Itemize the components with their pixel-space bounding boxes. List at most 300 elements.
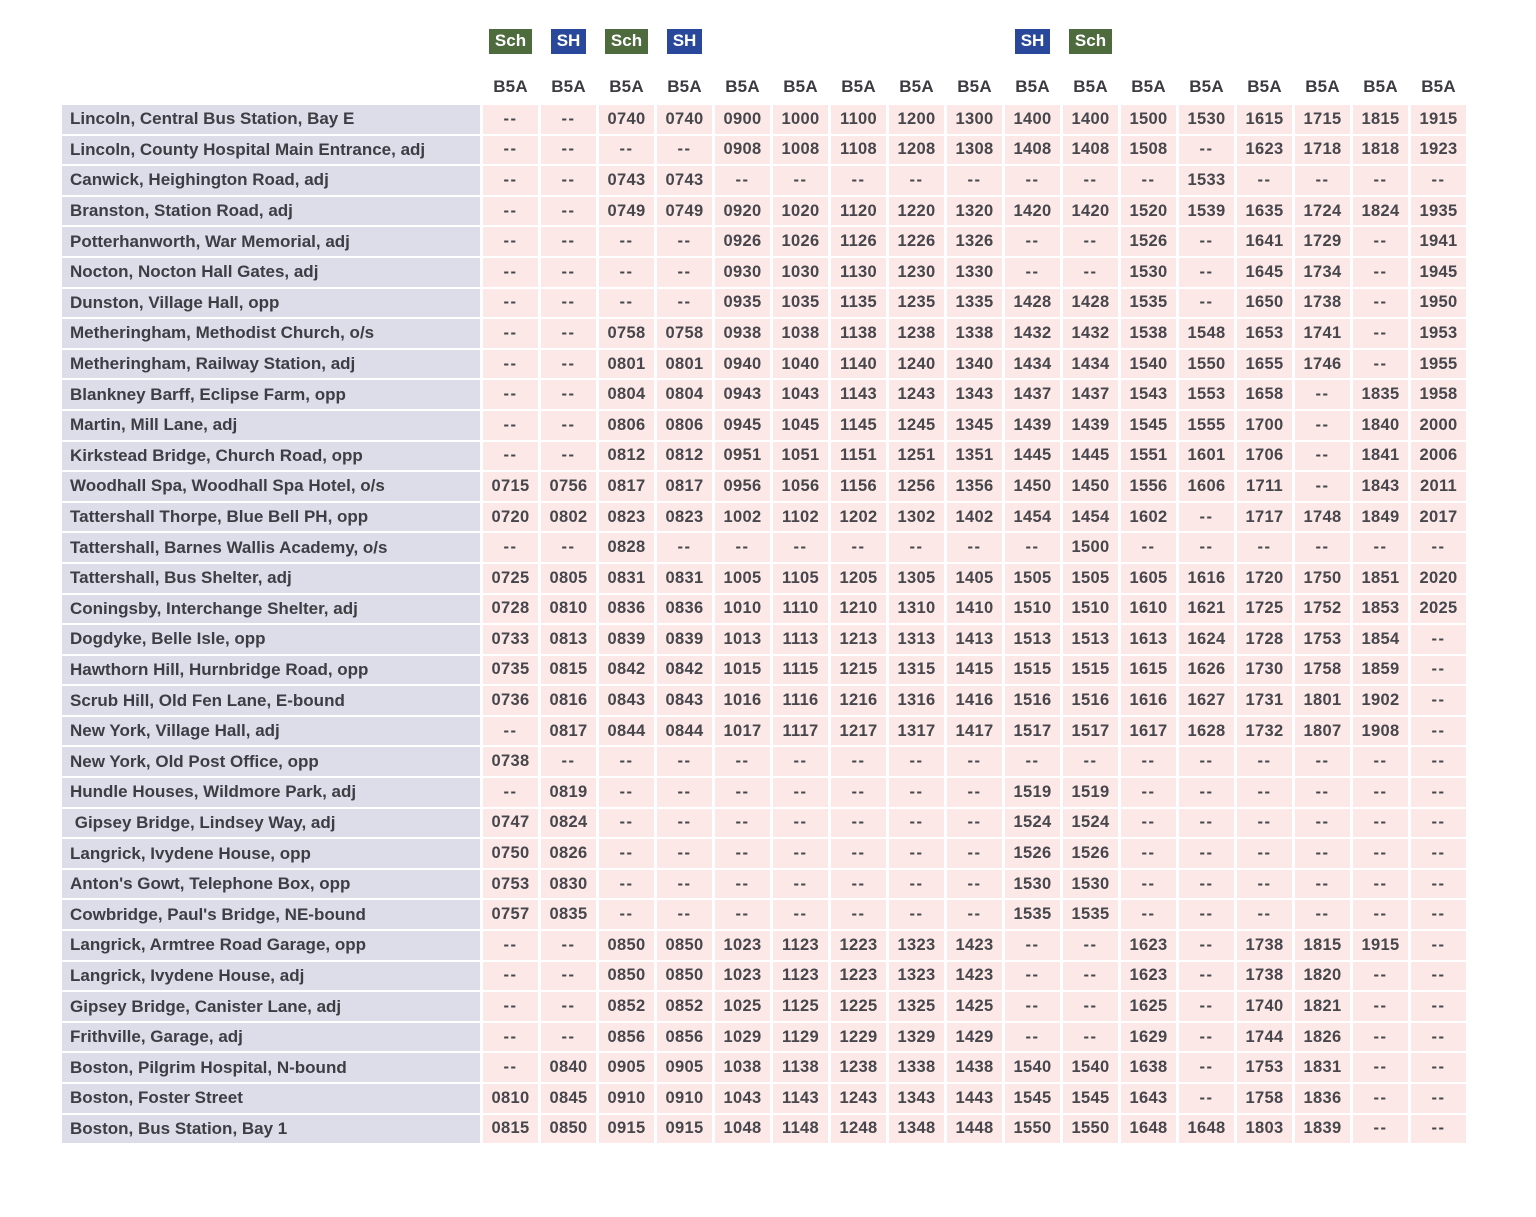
stop-name: Gipsey Bridge, Lindsey Way, adj [62, 809, 480, 838]
no-service-cell: -- [1179, 503, 1234, 532]
no-service-cell: -- [483, 227, 538, 256]
departure-time-cell: 1323 [889, 931, 944, 960]
departure-time-cell: 1428 [1005, 289, 1060, 318]
departure-time-cell: 1540 [1121, 350, 1176, 379]
no-service-cell: -- [773, 809, 828, 838]
stop-name: Dogdyke, Belle Isle, opp [62, 625, 480, 654]
note-badge-sch: Sch [605, 29, 648, 54]
note-badge-sh: SH [667, 29, 703, 54]
departure-time-cell: 0845 [541, 1084, 596, 1113]
departure-time-cell: 0743 [599, 166, 654, 195]
departure-time-cell: 1545 [1063, 1084, 1118, 1113]
departure-time-cell: 1108 [831, 136, 886, 165]
departure-time-cell: 1302 [889, 503, 944, 532]
stop-name: Boston, Bus Station, Bay 1 [62, 1115, 480, 1144]
no-service-cell: -- [541, 992, 596, 1021]
departure-time-cell: 1420 [1005, 197, 1060, 226]
departure-time-cell: 1717 [1237, 503, 1292, 532]
no-service-cell: -- [831, 839, 886, 868]
no-service-cell: -- [1411, 686, 1466, 715]
table-row [62, 442, 1466, 471]
departure-time-cell: 1443 [947, 1084, 1002, 1113]
departure-time-cell: 1223 [831, 931, 886, 960]
departure-time-cell: 1545 [1005, 1084, 1060, 1113]
service-code-cell: B5A [1121, 57, 1176, 103]
departure-time-cell: 1434 [1005, 350, 1060, 379]
departure-time-cell: 1626 [1179, 656, 1234, 685]
departure-time-cell: 0804 [657, 380, 712, 409]
table-row [62, 319, 1466, 348]
departure-time-cell: 1215 [831, 656, 886, 685]
no-service-cell: -- [1005, 747, 1060, 776]
no-service-cell: -- [657, 289, 712, 318]
no-service-cell: -- [1179, 136, 1234, 165]
stop-name: Blankney Barff, Eclipse Farm, opp [62, 380, 480, 409]
no-service-cell: -- [1353, 870, 1408, 899]
departure-time-cell: 1538 [1121, 319, 1176, 348]
departure-time-cell: 1016 [715, 686, 770, 715]
departure-time-cell: 1400 [1063, 105, 1118, 134]
departure-time-cell: 0813 [541, 625, 596, 654]
no-service-cell: -- [657, 227, 712, 256]
departure-time-cell: 0900 [715, 105, 770, 134]
no-service-cell: -- [947, 809, 1002, 838]
departure-time-cell: 0910 [657, 1084, 712, 1113]
no-service-cell: -- [599, 136, 654, 165]
no-service-cell: -- [483, 411, 538, 440]
no-service-cell: -- [1353, 1115, 1408, 1144]
departure-time-cell: 0817 [657, 472, 712, 501]
no-service-cell: -- [483, 717, 538, 746]
departure-time-cell: 0747 [483, 809, 538, 838]
departure-time-cell: 1551 [1121, 442, 1176, 471]
departure-time-cell: 0945 [715, 411, 770, 440]
no-service-cell: -- [541, 319, 596, 348]
no-service-cell: -- [1237, 870, 1292, 899]
no-service-cell: -- [1353, 1084, 1408, 1113]
no-service-cell: -- [1121, 747, 1176, 776]
no-service-cell: -- [947, 747, 1002, 776]
table-row [62, 931, 1466, 960]
no-service-cell: -- [1353, 1023, 1408, 1052]
note-badge-sch: Sch [1069, 29, 1112, 54]
departure-time-cell: 0840 [541, 1053, 596, 1082]
departure-time-cell: 0758 [599, 319, 654, 348]
empty-badge-cell [773, 28, 828, 55]
empty-badge-cell [831, 28, 886, 55]
no-service-cell: -- [1237, 166, 1292, 195]
service-code-cell: B5A [483, 57, 538, 103]
no-service-cell: -- [1063, 166, 1118, 195]
no-service-cell: -- [773, 900, 828, 929]
departure-time-cell: 0920 [715, 197, 770, 226]
empty-badge-cell [1295, 28, 1350, 55]
no-service-cell: -- [715, 166, 770, 195]
departure-time-cell: 1005 [715, 564, 770, 593]
departure-time-cell: 1732 [1237, 717, 1292, 746]
departure-time-cell: 1310 [889, 595, 944, 624]
no-service-cell: -- [483, 105, 538, 134]
no-service-cell: -- [483, 1023, 538, 1052]
departure-time-cell: 1753 [1295, 625, 1350, 654]
departure-time-cell: 1613 [1121, 625, 1176, 654]
departure-time-cell: 1345 [947, 411, 1002, 440]
service-code-cell: B5A [947, 57, 1002, 103]
departure-time-cell: 1138 [773, 1053, 828, 1082]
no-service-cell: -- [1179, 870, 1234, 899]
departure-time-cell: 0839 [657, 625, 712, 654]
stop-name: Lincoln, County Hospital Main Entrance, adj [62, 136, 480, 165]
departure-time-cell: 1300 [947, 105, 1002, 134]
no-service-cell: -- [541, 747, 596, 776]
departure-time-cell: 1616 [1121, 686, 1176, 715]
departure-time-cell: 1116 [773, 686, 828, 715]
departure-time-cell: 1820 [1295, 962, 1350, 991]
no-service-cell: -- [1179, 992, 1234, 1021]
no-service-cell: -- [541, 533, 596, 562]
departure-time-cell: 1815 [1353, 105, 1408, 134]
departure-time-cell: 1408 [1063, 136, 1118, 165]
departure-time-cell: 1738 [1237, 931, 1292, 960]
table-row [62, 503, 1466, 532]
departure-time-cell: 0938 [715, 319, 770, 348]
no-service-cell: -- [1179, 1053, 1234, 1082]
departure-time-cell: 0828 [599, 533, 654, 562]
no-service-cell: -- [1353, 533, 1408, 562]
departure-time-cell: 1225 [831, 992, 886, 1021]
no-service-cell: -- [1411, 962, 1466, 991]
note-badge-cell [657, 28, 712, 55]
departure-time-cell: 0733 [483, 625, 538, 654]
departure-time-cell: 1935 [1411, 197, 1466, 226]
no-service-cell: -- [947, 839, 1002, 868]
no-service-cell: -- [1411, 625, 1466, 654]
table-row [62, 870, 1466, 899]
no-service-cell: -- [715, 533, 770, 562]
no-service-cell: -- [541, 197, 596, 226]
departure-time-cell: 1840 [1353, 411, 1408, 440]
table-row [62, 809, 1466, 838]
departure-time-cell: 0815 [541, 656, 596, 685]
departure-time-cell: 0750 [483, 839, 538, 868]
no-service-cell: -- [1353, 992, 1408, 1021]
stop-name: Langrick, Ivydene House, opp [62, 839, 480, 868]
departure-time-cell: 1129 [773, 1023, 828, 1052]
departure-time-cell: 1216 [831, 686, 886, 715]
no-service-cell: -- [1005, 1023, 1060, 1052]
no-service-cell: -- [1121, 778, 1176, 807]
departure-time-cell: 1400 [1005, 105, 1060, 134]
no-service-cell: -- [831, 809, 886, 838]
no-service-cell: -- [889, 839, 944, 868]
departure-time-cell: 1445 [1005, 442, 1060, 471]
no-service-cell: -- [599, 809, 654, 838]
departure-time-cell: 0743 [657, 166, 712, 195]
departure-time-cell: 0956 [715, 472, 770, 501]
no-service-cell: -- [715, 778, 770, 807]
no-service-cell: -- [1411, 931, 1466, 960]
departure-time-cell: 1556 [1121, 472, 1176, 501]
departure-time-cell: 1526 [1121, 227, 1176, 256]
no-service-cell: -- [1179, 227, 1234, 256]
stop-name: New York, Village Hall, adj [62, 717, 480, 746]
service-code-cell: B5A [599, 57, 654, 103]
departure-time-cell: 1623 [1121, 962, 1176, 991]
departure-time-cell: 1807 [1295, 717, 1350, 746]
table-row [62, 197, 1466, 226]
departure-time-cell: 1725 [1237, 595, 1292, 624]
departure-time-cell: 0850 [599, 962, 654, 991]
departure-time-cell: 1008 [773, 136, 828, 165]
no-service-cell: -- [1353, 289, 1408, 318]
no-service-cell: -- [773, 747, 828, 776]
departure-time-cell: 1615 [1121, 656, 1176, 685]
no-service-cell: -- [1353, 809, 1408, 838]
no-service-cell: -- [1411, 900, 1466, 929]
table-row [62, 625, 1466, 654]
service-code-cell: B5A [889, 57, 944, 103]
departure-time-cell: 1405 [947, 564, 1002, 593]
departure-time-cell: 2025 [1411, 595, 1466, 624]
departure-time-cell: 1445 [1063, 442, 1118, 471]
departure-time-cell: 0844 [599, 717, 654, 746]
departure-time-cell: 0836 [599, 595, 654, 624]
departure-time-cell: 0842 [657, 656, 712, 685]
departure-time-cell: 0940 [715, 350, 770, 379]
note-badge-cell [1005, 28, 1060, 55]
departure-time-cell: 1023 [715, 962, 770, 991]
departure-time-cell: 0740 [657, 105, 712, 134]
departure-time-cell: 1320 [947, 197, 1002, 226]
departure-time-cell: 0856 [657, 1023, 712, 1052]
no-service-cell: -- [1411, 778, 1466, 807]
departure-time-cell: 1323 [889, 962, 944, 991]
departure-time-cell: 1555 [1179, 411, 1234, 440]
departure-time-cell: 1235 [889, 289, 944, 318]
departure-time-cell: 1048 [715, 1115, 770, 1144]
no-service-cell: -- [889, 533, 944, 562]
service-code-cell: B5A [715, 57, 770, 103]
departure-time-cell: 0817 [599, 472, 654, 501]
note-badge-cell [1063, 28, 1118, 55]
no-service-cell: -- [1005, 962, 1060, 991]
departure-time-cell: 1500 [1121, 105, 1176, 134]
no-service-cell: -- [483, 197, 538, 226]
no-service-cell: -- [715, 839, 770, 868]
departure-time-cell: 1210 [831, 595, 886, 624]
departure-time-cell: 1824 [1353, 197, 1408, 226]
departure-time-cell: 0801 [599, 350, 654, 379]
no-service-cell: -- [1179, 839, 1234, 868]
no-service-cell: -- [483, 289, 538, 318]
no-service-cell: -- [947, 778, 1002, 807]
departure-time-cell: 1550 [1063, 1115, 1118, 1144]
no-service-cell: -- [889, 870, 944, 899]
no-service-cell: -- [1295, 778, 1350, 807]
departure-time-cell: 1140 [831, 350, 886, 379]
departure-time-cell: 1105 [773, 564, 828, 593]
no-service-cell: -- [831, 900, 886, 929]
departure-time-cell: 1315 [889, 656, 944, 685]
departure-time-cell: 1439 [1005, 411, 1060, 440]
departure-time-cell: 1438 [947, 1053, 1002, 1082]
no-service-cell: -- [541, 227, 596, 256]
stop-name: Woodhall Spa, Woodhall Spa Hotel, o/s [62, 472, 480, 501]
note-badge-sch: Sch [489, 29, 532, 54]
departure-time-cell: 1548 [1179, 319, 1234, 348]
departure-time-cell: 0728 [483, 595, 538, 624]
no-service-cell: -- [1005, 227, 1060, 256]
no-service-cell: -- [1295, 166, 1350, 195]
stop-name: Potterhanworth, War Memorial, adj [62, 227, 480, 256]
departure-time-cell: 1835 [1353, 380, 1408, 409]
table-row [62, 595, 1466, 624]
departure-time-cell: 1505 [1063, 564, 1118, 593]
departure-time-cell: 1635 [1237, 197, 1292, 226]
stop-name: Martin, Mill Lane, adj [62, 411, 480, 440]
service-code-cell: B5A [1295, 57, 1350, 103]
departure-time-cell: 1428 [1063, 289, 1118, 318]
departure-time-cell: 1043 [773, 380, 828, 409]
table-row [62, 472, 1466, 501]
departure-time-cell: 1023 [715, 931, 770, 960]
departure-time-cell: 1826 [1295, 1023, 1350, 1052]
departure-time-cell: 1839 [1295, 1115, 1350, 1144]
departure-time-cell: 0910 [599, 1084, 654, 1113]
corner-cell [62, 28, 480, 55]
departure-time-cell: 1720 [1237, 564, 1292, 593]
empty-badge-cell [1121, 28, 1176, 55]
table-row [62, 992, 1466, 1021]
no-service-cell: -- [1411, 747, 1466, 776]
table-row [62, 564, 1466, 593]
no-service-cell: -- [541, 1023, 596, 1052]
departure-time-cell: 1746 [1295, 350, 1350, 379]
no-service-cell: -- [715, 809, 770, 838]
departure-time-cell: 1130 [831, 258, 886, 287]
departure-time-cell: 1038 [773, 319, 828, 348]
no-service-cell: -- [1179, 809, 1234, 838]
departure-time-cell: 1606 [1179, 472, 1234, 501]
no-service-cell: -- [1353, 258, 1408, 287]
departure-time-cell: 1513 [1063, 625, 1118, 654]
table-row [62, 166, 1466, 195]
departure-time-cell: 1741 [1295, 319, 1350, 348]
departure-time-cell: 1230 [889, 258, 944, 287]
no-service-cell: -- [1411, 1023, 1466, 1052]
no-service-cell: -- [1295, 533, 1350, 562]
departure-time-cell: 1015 [715, 656, 770, 685]
no-service-cell: -- [599, 870, 654, 899]
no-service-cell: -- [1411, 809, 1466, 838]
table-row [62, 900, 1466, 929]
no-service-cell: -- [657, 533, 712, 562]
departure-time-cell: 1540 [1063, 1053, 1118, 1082]
no-service-cell: -- [657, 870, 712, 899]
departure-time-cell: 1836 [1295, 1084, 1350, 1113]
departure-time-cell: 0715 [483, 472, 538, 501]
no-service-cell: -- [1295, 900, 1350, 929]
table-row [62, 1053, 1466, 1082]
departure-time-cell: 1645 [1237, 258, 1292, 287]
departure-time-cell: 1202 [831, 503, 886, 532]
departure-time-cell: 0736 [483, 686, 538, 715]
no-service-cell: -- [947, 166, 1002, 195]
no-service-cell: -- [541, 166, 596, 195]
no-service-cell: -- [1353, 319, 1408, 348]
no-service-cell: -- [657, 258, 712, 287]
no-service-cell: -- [889, 900, 944, 929]
stop-name: Metheringham, Methodist Church, o/s [62, 319, 480, 348]
departure-time-cell: 0805 [541, 564, 596, 593]
departure-time-cell: 0756 [541, 472, 596, 501]
no-service-cell: -- [715, 900, 770, 929]
departure-time-cell: 1123 [773, 931, 828, 960]
departure-time-cell: 0908 [715, 136, 770, 165]
no-service-cell: -- [1179, 962, 1234, 991]
departure-time-cell: 0815 [483, 1115, 538, 1144]
departure-time-cell: 0842 [599, 656, 654, 685]
departure-time-cell: 1526 [1005, 839, 1060, 868]
departure-time-cell: 1513 [1005, 625, 1060, 654]
departure-time-cell: 0802 [541, 503, 596, 532]
table-row [62, 1023, 1466, 1052]
departure-time-cell: 1517 [1063, 717, 1118, 746]
departure-time-cell: 1748 [1295, 503, 1350, 532]
table-row [62, 778, 1466, 807]
no-service-cell: -- [1005, 931, 1060, 960]
table-row [62, 1084, 1466, 1113]
departure-time-cell: 1706 [1237, 442, 1292, 471]
departure-time-cell: 1325 [889, 992, 944, 1021]
empty-badge-cell [1353, 28, 1408, 55]
no-service-cell: -- [1179, 533, 1234, 562]
no-service-cell: -- [1411, 870, 1466, 899]
timetable-body [62, 105, 1466, 1143]
no-service-cell: -- [541, 258, 596, 287]
departure-time-cell: 0830 [541, 870, 596, 899]
departure-time-cell: 1517 [1005, 717, 1060, 746]
no-service-cell: -- [657, 136, 712, 165]
departure-time-cell: 1545 [1121, 411, 1176, 440]
departure-time-cell: 1045 [773, 411, 828, 440]
stop-name: Boston, Pilgrim Hospital, N-bound [62, 1053, 480, 1082]
no-service-cell: -- [773, 166, 828, 195]
departure-time-cell: 1420 [1063, 197, 1118, 226]
departure-time-cell: 1724 [1295, 197, 1350, 226]
departure-time-cell: 1056 [773, 472, 828, 501]
departure-time-cell: 1343 [947, 380, 1002, 409]
no-service-cell: -- [1121, 166, 1176, 195]
no-service-cell: -- [1295, 380, 1350, 409]
stop-name: Kirkstead Bridge, Church Road, opp [62, 442, 480, 471]
no-service-cell: -- [599, 839, 654, 868]
departure-time-cell: 0852 [599, 992, 654, 1021]
departure-time-cell: 2006 [1411, 442, 1466, 471]
departure-time-cell: 1550 [1179, 350, 1234, 379]
departure-time-cell: 1849 [1353, 503, 1408, 532]
departure-time-cell: 1035 [773, 289, 828, 318]
departure-time-cell: 1616 [1179, 564, 1234, 593]
note-badge-cell [483, 28, 538, 55]
departure-time-cell: 0831 [657, 564, 712, 593]
departure-time-cell: 1113 [773, 625, 828, 654]
timetable [59, 26, 1469, 1145]
departure-time-cell: 1516 [1005, 686, 1060, 715]
no-service-cell: -- [947, 870, 1002, 899]
departure-time-cell: 1533 [1179, 166, 1234, 195]
no-service-cell: -- [831, 166, 886, 195]
